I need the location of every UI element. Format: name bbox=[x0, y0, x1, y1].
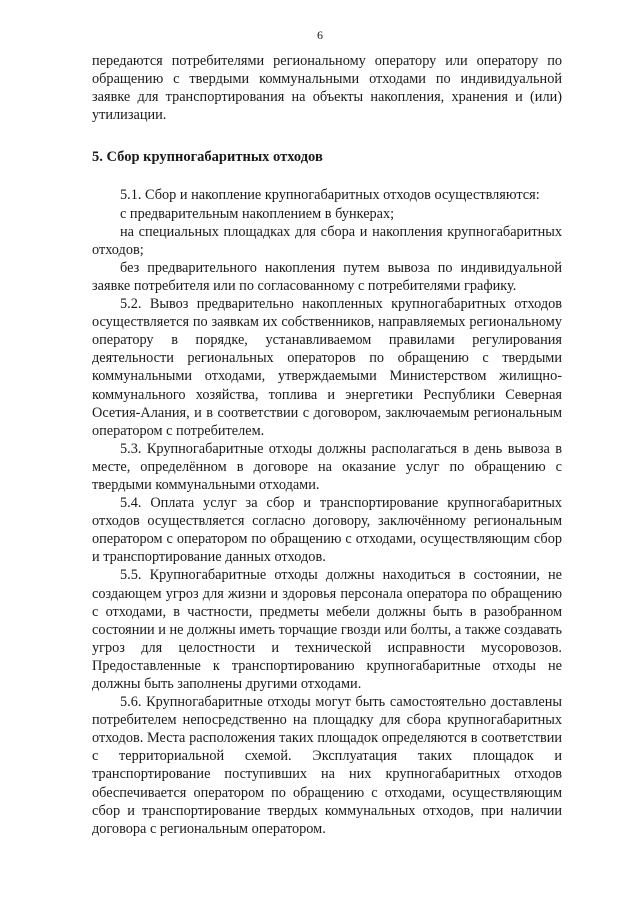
intro-paragraph: передаются потребителями региональному оператору или оператору по обращению с твердыми коммунальными отходами по индивидуальной заявке для транспортирования на объекты накопления, хранения и (или) утилизации. bbox=[92, 53, 562, 124]
paragraph-5-2: 5.2. Вывоз предварительно накопленных крупногабаритных отходов осуществляется по заявкам их собственников, направляемых региональному оператору в порядке, устанавливаемом правилами регулирования деятельности региональных операторов по обращению с твердыми коммунальными отходами, утверждаемыми Министерством жилищно-коммунального хозяйства, топлива и энергетики Республики Северная Осетия-Алания, и в соответствии с договором, заключаемым региональным оператором с потребителем. bbox=[92, 296, 562, 439]
section-heading: 5. Сбор крупногабаритных отходов bbox=[92, 149, 323, 166]
list-item-special-sites: на специальных площадках для сбора и накопления крупногабаритных отходов; bbox=[92, 223, 562, 258]
list-item-bunkers: с предварительным накоплением в бункерах; bbox=[120, 205, 395, 222]
list-item-no-accumulation: без предварительного накопления путем вывоза по индивидуальной заявке потребителя или по согласованному с потребителями графику. bbox=[92, 259, 562, 294]
paragraph-5-6: 5.6. Крупногабаритные отходы могут быть самостоятельно доставлены потребителем непосредственно на площадку для сбора крупногабаритных отходов. Места расположения таких площадок определяются в соответствии с территориальной схемой. Эксплуатация таких площадок и транспортирование поступивших на них крупногабаритных отходов обеспечивается оператором по обращению с отходами, осуществляющим сбор и транспортирование твердых коммунальных отходов, при наличии договора с региональным оператором. bbox=[92, 694, 562, 837]
page-number: 6 bbox=[317, 28, 323, 42]
paragraph-5-4: 5.4. Оплата услуг за сбор и транспортирование крупногабаритных отходов осуществляется согласно договору, заключённому региональным оператором с оператором по обращению с отходами, осуществляющим сбор и транспортирование данных отходов. bbox=[92, 495, 562, 566]
paragraph-5-3: 5.3. Крупногабаритные отходы должны располагаться в день вывоза в месте, определённом в договоре на оказание услуг по обращению с твердыми коммунальными отходами. bbox=[92, 440, 562, 493]
paragraph-5-5: 5.5. Крупногабаритные отходы должны находиться в состоянии, не создающем угроз для жизни и здоровья персонала оператора по обращению с отходами, в частности, предметы мебели должны быть в разобранном состоянии и не должны иметь торчащие гвозди или болты, а также создавать угроз для целостности и технической исправности мусоровозов. Предоставленные к транспортированию крупногабаритные отходы не должны быть заполнены другими отходами. bbox=[92, 567, 562, 692]
document-body bbox=[92, 52, 562, 838]
paragraph-5-1: 5.1. Сбор и накопление крупногабаритных отходов осуществляются: bbox=[120, 187, 540, 204]
